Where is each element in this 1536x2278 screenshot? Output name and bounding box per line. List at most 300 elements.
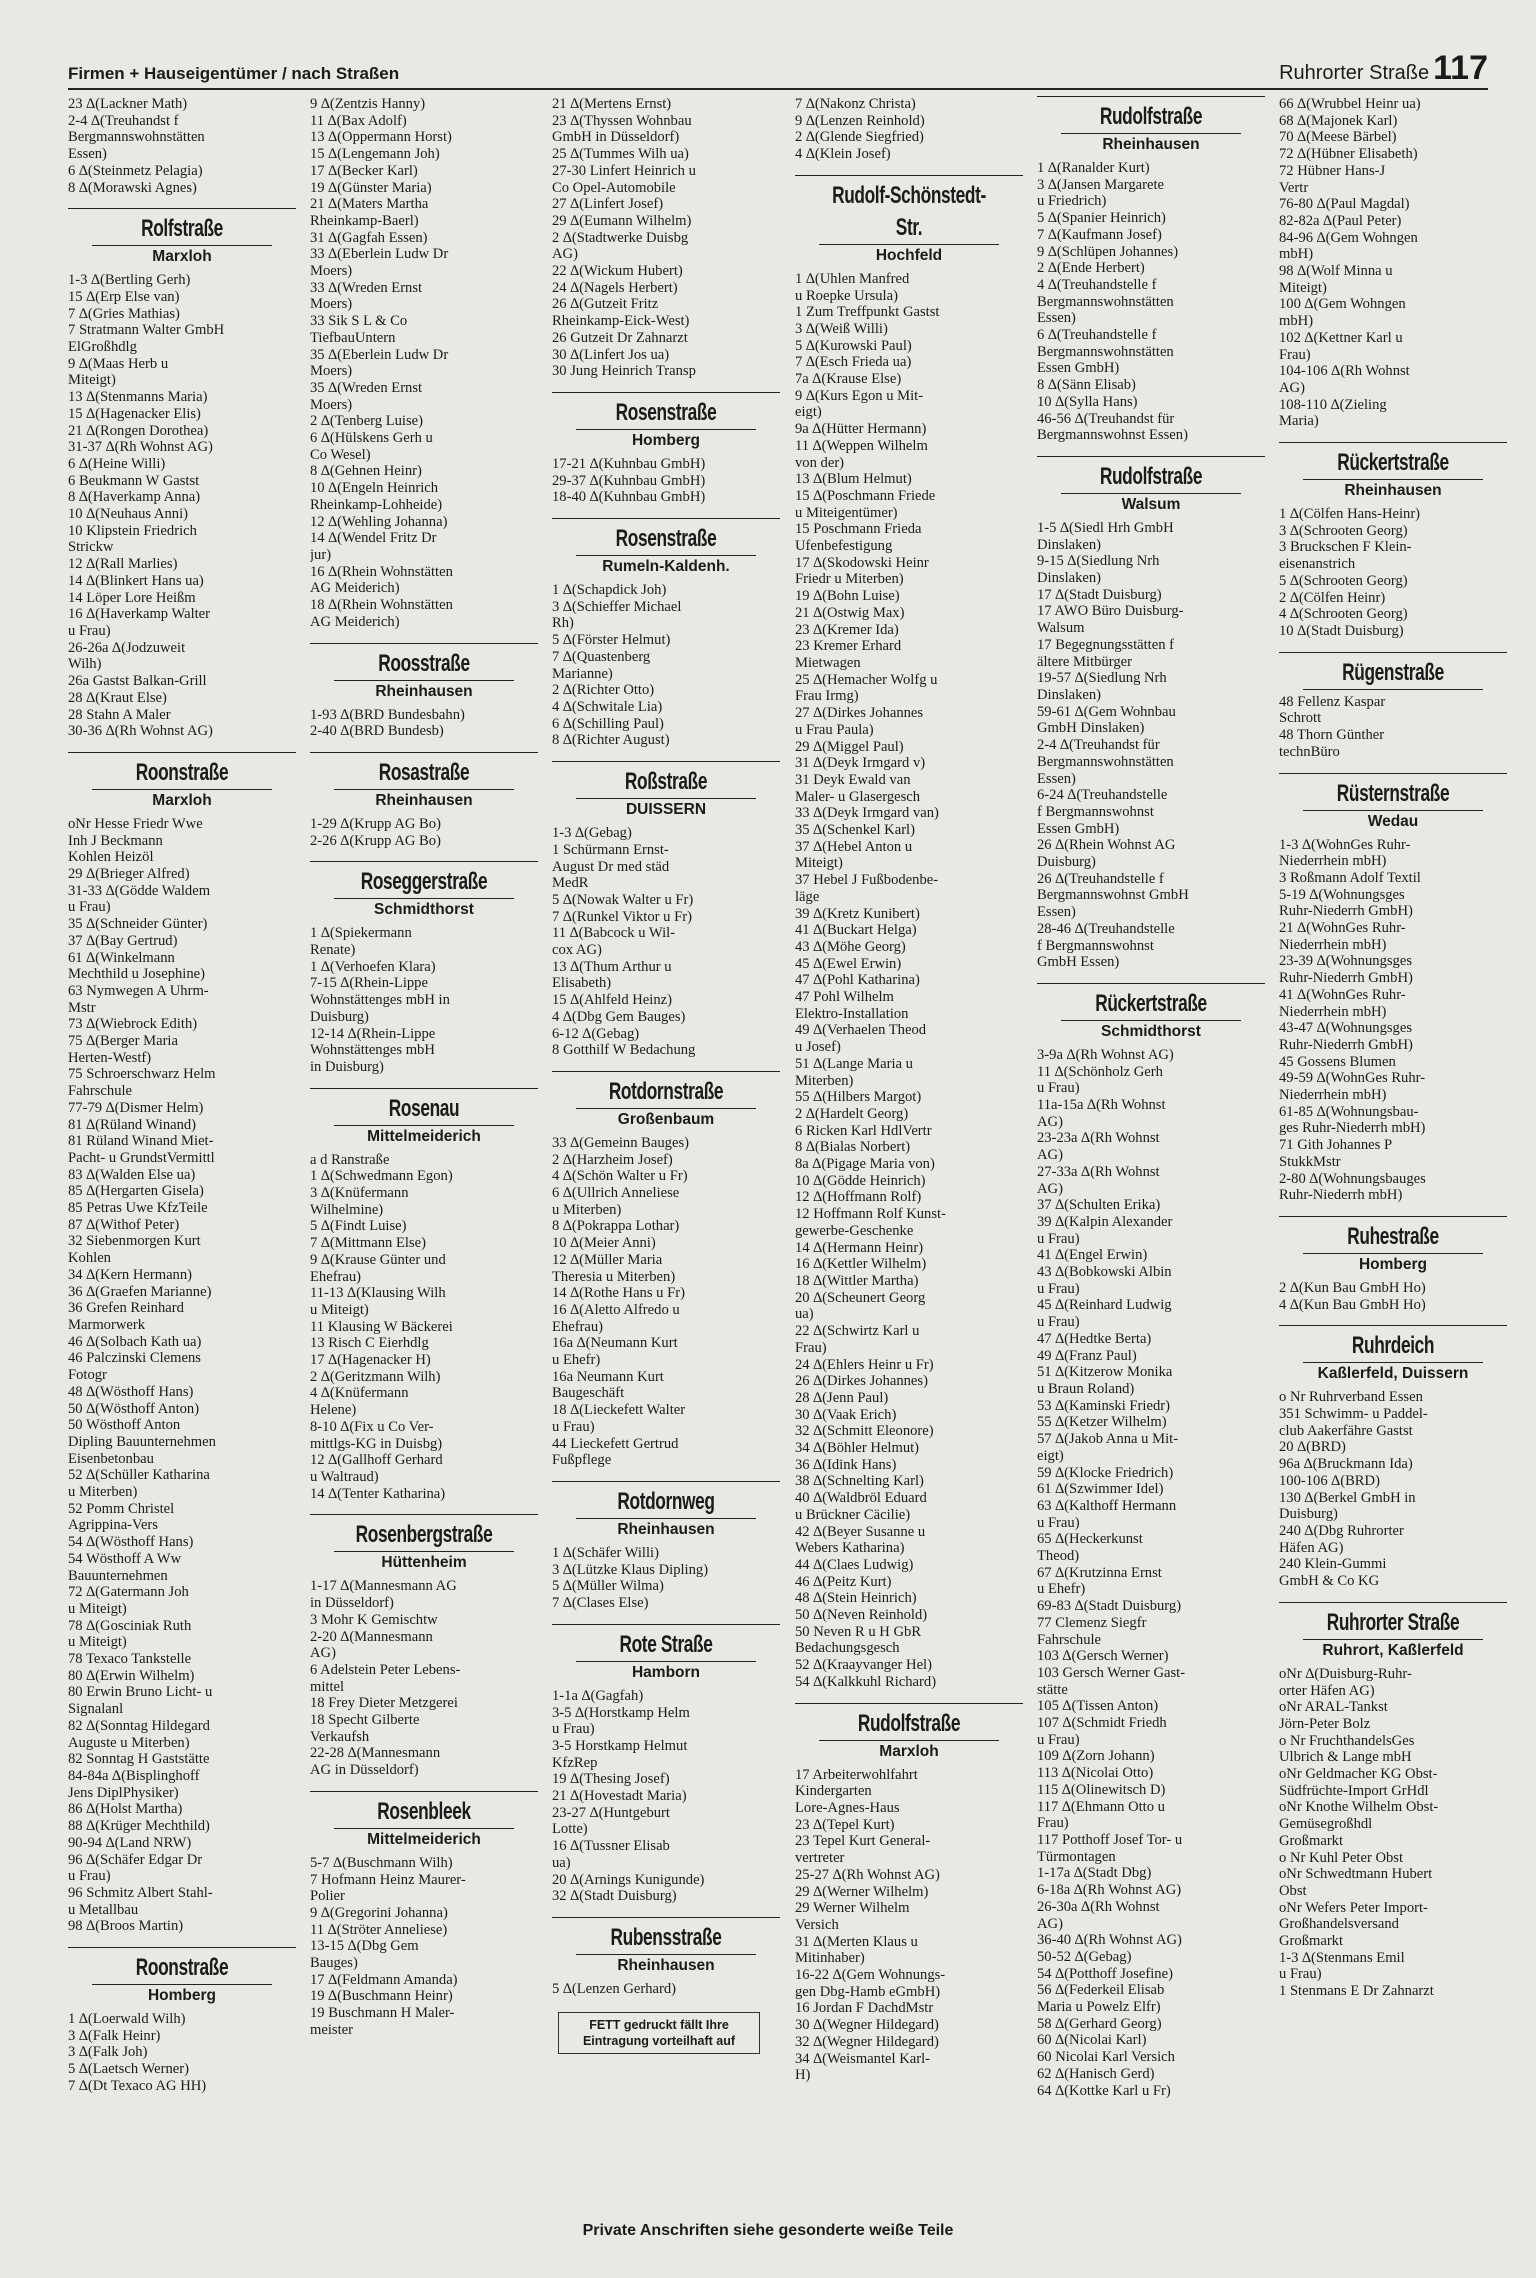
directory-entry: 48 Fellenz Kaspar xyxy=(1279,693,1386,710)
directory-entry: 26 ∆(Treuhandstelle f xyxy=(1037,870,1164,887)
directory-entry: 3 ∆(Falk Heinr) xyxy=(68,2027,161,2044)
directory-entry: 7 ∆(Esch Frieda ua) xyxy=(795,354,912,371)
directory-entry: 16 ∆(Rhein Wohnstätten xyxy=(310,563,453,580)
directory-entry: 36 Grefen Reinhard xyxy=(68,1300,184,1317)
directory-entry: 17 ∆(Skodowski Heinr xyxy=(795,554,929,571)
directory-entry: 1-3 ∆(Gebag) xyxy=(552,825,632,842)
directory-entry: 30-36 ∆(Rh Wohnst AG) xyxy=(68,723,213,740)
directory-entry: 30 ∆(Linfert Jos ua) xyxy=(552,346,670,363)
directory-entry: mbH) xyxy=(1279,246,1314,263)
directory-entry: 27-33a ∆(Rh Wohnst xyxy=(1037,1163,1160,1180)
directory-entry: 6 ∆(Treuhandstelle f xyxy=(1037,327,1157,344)
directory-entry: oNr ∆(Duisburg-Ruhr- xyxy=(1279,1665,1412,1682)
directory-entry: 98 ∆(Broos Martin) xyxy=(68,1918,184,1935)
directory-entry: 13 ∆(Blum Helmut) xyxy=(795,471,912,488)
district-name: Rumeln-Kaldenh. xyxy=(576,555,756,578)
directory-entry: 32 ∆(Schmitt Eleonore) xyxy=(795,1423,934,1440)
directory-entry: 351 Schwimm- u Paddel- xyxy=(1279,1406,1428,1423)
directory-entry: Großmarkt xyxy=(1279,1832,1344,1849)
directory-entry: Ufenbefestigung xyxy=(795,538,893,555)
directory-entry: 59-61 ∆(Gem Wohnbau xyxy=(1037,703,1176,720)
directory-entry: 82 Sonntag H Gaststätte xyxy=(68,1751,210,1768)
directory-entry: 26-26a ∆(Jodzuweit xyxy=(68,639,186,656)
directory-entry: Niederrhein mbH) xyxy=(1279,936,1387,953)
directory-entry: AG in Düsseldorf) xyxy=(310,1762,419,1779)
directory-entry: 48 ∆(Wösthoff Hans) xyxy=(68,1383,194,1400)
directory-entry: 5 ∆(Spanier Heinrich) xyxy=(1037,210,1166,227)
directory-entry: u Metallbau xyxy=(68,1901,139,1918)
page-header xyxy=(68,50,1488,90)
directory-entry: 15 ∆(Erp Else van) xyxy=(68,288,180,305)
directory-entry: u Ehefr) xyxy=(1037,1581,1086,1598)
directory-entry: 30 ∆(Wegner Hildegard) xyxy=(795,2017,939,2034)
street-section xyxy=(552,518,780,749)
district-name: DUISSERN xyxy=(576,798,756,821)
street-section xyxy=(795,96,1023,163)
directory-entry: Großmarkt xyxy=(1279,1933,1344,1950)
directory-entry: 48 ∆(Stein Heinrich) xyxy=(795,1590,917,1607)
directory-entry: Wohnstättenges mbH xyxy=(310,1042,435,1059)
directory-entry: Ehefrau) xyxy=(552,1318,604,1335)
directory-entry: 10 ∆(Engeln Heinrich xyxy=(310,480,439,497)
directory-entry: 10 ∆(Neuhaus Anni) xyxy=(68,506,188,523)
directory-entry: 63 Nymwegen A Uhrm- xyxy=(68,982,209,999)
street-section xyxy=(310,861,538,1075)
directory-entry: 98 ∆(Wolf Minna u xyxy=(1279,263,1393,280)
directory-entry: 85 ∆(Hergarten Gisela) xyxy=(68,1183,204,1200)
directory-entry: 30 Jung Heinrich Transp xyxy=(552,363,696,380)
directory-entry: 2-20 ∆(Mannesmann xyxy=(310,1628,433,1645)
district-name: Kaßlerfeld, Duissern xyxy=(1303,1362,1483,1385)
directory-entry: 16a Neumann Kurt xyxy=(552,1368,664,1385)
directory-entry: 15 ∆(Hagenacker Elis) xyxy=(68,405,201,422)
directory-entry: 52 ∆(Schüller Katharina xyxy=(68,1467,210,1484)
directory-entry: 17 ∆(Becker Karl) xyxy=(310,162,418,179)
directory-entry: 8a ∆(Pigage Maria von) xyxy=(795,1156,935,1173)
directory-entry: Friedr u Miterben) xyxy=(795,571,904,588)
page-number: 117 xyxy=(1433,49,1488,87)
directory-entry: 8 ∆(Haverkamp Anna) xyxy=(68,489,201,506)
directory-entry: 50 ∆(Neven Reinhold) xyxy=(795,1607,928,1624)
directory-entry: 48 Thorn Günther xyxy=(1279,727,1385,744)
directory-entry: Renate) xyxy=(310,942,356,959)
directory-entry: 21 ∆(Maters Martha xyxy=(310,196,429,213)
district-name: Wedau xyxy=(1303,810,1483,833)
street-name: Rote Straße xyxy=(619,1630,713,1658)
directory-entry: 26 Gutzeit Dr Zahnarzt xyxy=(552,329,688,346)
directory-entry: AG) xyxy=(552,246,578,263)
directory-entry: Lore-Agnes-Haus xyxy=(795,1799,900,1816)
directory-entry: 73 ∆(Wiebrock Edith) xyxy=(68,1016,198,1033)
directory-entry: 6 ∆(Schilling Paul) xyxy=(552,715,664,732)
directory-entry: 1 ∆(Schapdick Joh) xyxy=(552,582,667,599)
directory-entry: Ruhr-Niederrh GmbH) xyxy=(1279,970,1413,987)
directory-entry: 15 ∆(Ahlfeld Heinz) xyxy=(552,992,672,1009)
directory-entry: Mstr xyxy=(68,999,96,1016)
directory-entry: 9-15 ∆(Siedlung Nrh xyxy=(1037,553,1160,570)
street-name: Rosenbergstraße xyxy=(355,1521,493,1549)
directory-entry: 6 ∆(Heine Willi) xyxy=(68,455,166,472)
street-section xyxy=(1037,983,1265,2099)
directory-entry: Gemüsegroßhdl xyxy=(1279,1816,1373,1833)
directory-entry: 16 ∆(Kettler Wilhelm) xyxy=(795,1256,927,1273)
directory-entry: 49 ∆(Franz Paul) xyxy=(1037,1347,1137,1364)
directory-entry: GmbH in Düsseldorf) xyxy=(552,129,680,146)
directory-entry: Verkaufsh xyxy=(310,1728,370,1745)
directory-entry: 39 ∆(Kalpin Alexander xyxy=(1037,1213,1173,1230)
directory-entry: 45 ∆(Ewel Erwin) xyxy=(795,955,902,972)
directory-entry: orter Häfen AG) xyxy=(1279,1682,1375,1699)
directory-entry: o Nr FruchthandelsGes xyxy=(1279,1732,1415,1749)
directory-entry: 35 ∆(Wreden Ernst xyxy=(310,379,423,396)
directory-entry: 1 ∆(Verhoefen Klara) xyxy=(310,958,436,975)
directory-entry: Bergmannswohnst Essen) xyxy=(1037,427,1188,444)
directory-entry: 88 ∆(Krüger Mechthild) xyxy=(68,1818,210,1835)
street-section xyxy=(1279,442,1507,640)
directory-entry: 29 ∆(Eumann Wilhelm) xyxy=(552,212,692,229)
district-name: Rheinhausen xyxy=(334,680,514,703)
directory-entry: 3 Mohr K Gemischtw xyxy=(310,1611,438,1628)
directory-entry: Türmontagen xyxy=(1037,1848,1116,1865)
directory-entry: 59 ∆(Klocke Friedrich) xyxy=(1037,1464,1174,1481)
district-name: Mittelmeiderich xyxy=(334,1828,514,1851)
directory-entry: 46 ∆(Peitz Kurt) xyxy=(795,1573,892,1590)
directory-entry: 20 ∆(Arnings Kunigunde) xyxy=(552,1871,705,1888)
directory-entry: Südfrüchte-Import GrHdl xyxy=(1279,1782,1429,1799)
directory-entry: 37 ∆(Hebel Anton u xyxy=(795,838,913,855)
directory-entry: 8 Gotthilf W Bedachung xyxy=(552,1042,696,1059)
street-name: Rotdornweg xyxy=(617,1488,715,1515)
directory-entry: Marmorwerk xyxy=(68,1317,145,1333)
directory-entry: o Nr Kuhl Peter Obst xyxy=(1279,1849,1404,1866)
directory-entry: 7 ∆(Gries Mathias) xyxy=(68,305,180,322)
directory-entry: 23 ∆(Lackner Math) xyxy=(68,96,188,112)
directory-entry: 43 ∆(Möhe Georg) xyxy=(795,938,906,955)
directory-entry: 47 ∆(Hedtke Berta) xyxy=(1037,1330,1152,1347)
directory-entry: 80 ∆(Erwin Wilhelm) xyxy=(68,1667,195,1684)
directory-entry: 16-22 ∆(Gem Wohnungs- xyxy=(795,1967,946,1984)
directory-entry: 1 Zum Treffpunkt Gastst xyxy=(795,304,940,321)
directory-entry: Pacht- u GrundstVermittl xyxy=(68,1149,215,1166)
directory-entry: Moers) xyxy=(310,263,353,280)
directory-entry: 1 ∆(Cölfen Hans-Heinr) xyxy=(1279,506,1421,523)
directory-entry: H) xyxy=(795,2067,811,2084)
directory-entry: u Frau) xyxy=(68,899,111,916)
directory-entry: 12 ∆(Wehling Johanna) xyxy=(310,513,448,530)
directory-entry: StukkMstr xyxy=(1279,1153,1341,1170)
street-section xyxy=(68,96,296,196)
directory-entry: Webers Katharina) xyxy=(795,1540,905,1557)
directory-entry: 11 ∆(Weppen Wilhelm xyxy=(795,437,928,454)
directory-entry: 9 ∆(Zentzis Hanny) xyxy=(310,96,426,112)
directory-entry: 12-14 ∆(Rhein-Lippe xyxy=(310,1025,436,1042)
directory-entry: 14 Löper Lore Heißm xyxy=(68,589,196,606)
directory-entry: 77-79 ∆(Dismer Helm) xyxy=(68,1099,204,1116)
directory-entry: 4 ∆(Knüfermann xyxy=(310,1385,409,1402)
directory-entry: 41 ∆(Engel Erwin) xyxy=(1037,1247,1148,1264)
directory-entry: 36-40 ∆(Rh Wohnst AG) xyxy=(1037,1932,1182,1949)
directory-entry: 7 ∆(Runkel Viktor u Fr) xyxy=(552,908,692,925)
directory-entry: mittel xyxy=(310,1678,345,1695)
directory-entry: 17-21 ∆(Kuhnbau GmbH) xyxy=(552,455,706,472)
directory-entry: u Miteigt) xyxy=(310,1301,369,1318)
directory-entry: 83 ∆(Walden Else ua) xyxy=(68,1166,196,1183)
directory-entry: 2 ∆(Tenberg Luise) xyxy=(310,413,424,430)
directory-entry: 1 ∆(Ranalder Kurt) xyxy=(1037,160,1150,176)
directory-entry: 43 ∆(Bobkowski Albin xyxy=(1037,1264,1172,1281)
directory-entry: Dinslaken) xyxy=(1037,686,1102,703)
directory-entry: Frau Irmg) xyxy=(795,688,859,705)
directory-entry: 84-84a ∆(Bisplinghoff xyxy=(68,1767,200,1784)
directory-entry: Wilhelmine) xyxy=(310,1201,384,1218)
directory-entry: 12 ∆(Rall Marlies) xyxy=(68,556,178,573)
directory-entry: KfzRep xyxy=(552,1754,598,1771)
directory-entry: u Frau Paula) xyxy=(795,721,874,738)
directory-entry: GmbH Dinslaken) xyxy=(1037,720,1145,737)
directory-entry: AG) xyxy=(1037,1180,1063,1197)
district-name: Homberg xyxy=(92,1984,272,2007)
directory-entry: club Aakerfähre Gastst xyxy=(1279,1422,1413,1439)
directory-entry: 6 ∆(Hülskens Gerh u xyxy=(310,430,433,447)
directory-entry: 49 ∆(Verhaelen Theod xyxy=(795,1022,927,1039)
directory-entry: u Frau) xyxy=(1279,1966,1322,1983)
street-name: Rückertstraße xyxy=(1337,449,1449,477)
directory-entry: 46 Palczinski Clemens xyxy=(68,1350,201,1367)
directory-entry: 28 ∆(Kraut Else) xyxy=(68,689,167,706)
district-name: Hüttenheim xyxy=(334,1551,514,1574)
column-3 xyxy=(552,96,780,2176)
directory-entry: 103 Gersch Werner Gast- xyxy=(1037,1664,1186,1681)
directory-entry: mittlgs-KG in Duisbg) xyxy=(310,1435,443,1452)
directory-entry: Obst xyxy=(1279,1882,1307,1899)
directory-entry: 1-29 ∆(Krupp AG Bo) xyxy=(310,815,441,832)
directory-entry: 60 Nicolai Karl Versich xyxy=(1037,2049,1175,2066)
directory-entry: 2 ∆(Cölfen Heinr) xyxy=(1279,589,1386,606)
district-name: Mittelmeiderich xyxy=(334,1125,514,1148)
directory-entry: 80 Erwin Bruno Licht- u xyxy=(68,1684,213,1701)
directory-entry: Agrippina-Vers xyxy=(68,1517,158,1534)
directory-entry: 240 ∆(Dbg Ruhrorter xyxy=(1279,1523,1404,1539)
directory-entry: 76-80 ∆(Paul Magdal) xyxy=(1279,196,1410,213)
directory-entry: 39 ∆(Kretz Kunibert) xyxy=(795,905,920,922)
directory-entry: 15 Poschmann Frieda xyxy=(795,521,922,538)
directory-entry: 9 ∆(Kurs Egon u Mit- xyxy=(795,387,924,404)
directory-entry: 2-4 ∆(Treuhandst für xyxy=(1037,737,1160,754)
directory-entry: Duisburg) xyxy=(1279,1506,1338,1523)
directory-entry: 16 Jordan F DachdMstr xyxy=(795,2000,934,2017)
directory-entry: 37 ∆(Schulten Erika) xyxy=(1037,1197,1161,1214)
district-name: Rheinhausen xyxy=(1303,479,1483,502)
directory-entry: Kindergarten xyxy=(795,1783,872,1800)
column-6 xyxy=(1279,96,1507,2176)
directory-entry: o Nr Ruhrverband Essen xyxy=(1279,1389,1423,1406)
directory-entry: u Frau) xyxy=(552,1418,595,1435)
directory-entry: Marianne) xyxy=(552,665,613,682)
directory-entry: 29 ∆(Brieger Alfred) xyxy=(68,866,190,883)
directory-entry: oNr ARAL-Tankst xyxy=(1279,1699,1388,1716)
directory-entry: 21 ∆(Rongen Dorothea) xyxy=(68,422,209,439)
street-name: Roonstraße xyxy=(135,758,229,786)
directory-entry: Elisabeth) xyxy=(552,975,612,992)
directory-entry: 8 ∆(Morawski Agnes) xyxy=(68,179,197,196)
street-name: Rüsternstraße xyxy=(1336,779,1450,807)
directory-entry: Jörn-Peter Bolz xyxy=(1279,1715,1371,1732)
directory-entry: 18 Specht Gilberte xyxy=(310,1712,420,1729)
directory-entry: 36 ∆(Graefen Marianne) xyxy=(68,1283,212,1300)
directory-entry: Essen) xyxy=(1037,904,1076,921)
column-5 xyxy=(1037,96,1265,2176)
directory-entry: Bergmannswohnst GmbH xyxy=(1037,887,1189,904)
street-section xyxy=(795,1703,1023,2084)
directory-entry: gen Dbg-Hamb eGmbH) xyxy=(795,1983,941,2000)
street-section xyxy=(552,1071,780,1469)
directory-entry: 67 ∆(Krutzinna Ernst xyxy=(1037,1564,1162,1581)
directory-entry: 17 ∆(Hagenacker H) xyxy=(310,1352,431,1369)
directory-entry: August Dr med städ xyxy=(552,858,670,875)
directory-entry: 6-12 ∆(Gebag) xyxy=(552,1025,640,1042)
directory-entry: 49-59 ∆(WohnGes Ruhr- xyxy=(1279,1070,1426,1087)
directory-entry: Elektro-Installation xyxy=(795,1005,909,1022)
directory-entry: 1 ∆(Spiekermann xyxy=(310,925,412,942)
directory-entry: 17 Begegnungsstätten f xyxy=(1037,636,1174,653)
directory-entry: 1 Stenmans E Dr Zahnarzt xyxy=(1279,1983,1434,2000)
street-section xyxy=(1279,652,1507,761)
directory-entry: 90-94 ∆(Land NRW) xyxy=(68,1834,192,1851)
directory-entry: 31-37 ∆(Rh Wohnst AG) xyxy=(68,439,213,456)
directory-entry: Bergmannswohnstätten xyxy=(1037,293,1174,310)
directory-entry: 17 AWO Büro Duisburg- xyxy=(1037,603,1184,620)
directory-entry: 19-57 ∆(Siedlung Nrh xyxy=(1037,670,1167,687)
directory-entry: 9a ∆(Hütter Hermann) xyxy=(795,421,927,438)
directory-entry: Essen) xyxy=(68,146,107,163)
directory-entry: 4 ∆(Dbg Gem Bauges) xyxy=(552,1008,686,1025)
district-name: Hamborn xyxy=(576,1661,756,1684)
directory-entry: 2-80 ∆(Wohnungsbauges xyxy=(1279,1170,1426,1187)
directory-entry: 2-26 ∆(Krupp AG Bo) xyxy=(310,832,441,849)
directory-entry: 85 Petras Uwe KfzTeile xyxy=(68,1200,208,1217)
directory-entry: 12 Hoffmann Rolf Kunst- xyxy=(795,1206,946,1223)
directory-entry: 11a-15a ∆(Rh Wohnst xyxy=(1037,1097,1166,1114)
directory-entry: stätte xyxy=(1037,1681,1068,1698)
directory-entry: 5 ∆(Laetsch Werner) xyxy=(68,2061,189,2078)
street-name: Rosastraße xyxy=(378,758,470,786)
directory-entry: 13-15 ∆(Dbg Gem xyxy=(310,1938,419,1955)
directory-entry: Miteigt) xyxy=(795,855,843,872)
directory-entry: u Roepke Ursula) xyxy=(795,287,898,304)
street-name: Roseggerstraße xyxy=(360,868,488,896)
directory-entry: 50 Wösthoff Anton xyxy=(68,1417,181,1434)
directory-entry: 4 ∆(Kun Bau GmbH Ho) xyxy=(1279,1296,1426,1313)
directory-entry: 26 ∆(Rhein Wohnst AG xyxy=(1037,837,1176,854)
directory-entry: Großhandelsversand xyxy=(1279,1916,1399,1933)
directory-entry: 1 ∆(Schäfer Willi) xyxy=(552,1545,659,1561)
directory-entry: 13 ∆(Stenmanns Maria) xyxy=(68,389,208,406)
directory-entry: 22 ∆(Schwirtz Karl u xyxy=(795,1323,920,1340)
directory-entry: 102 ∆(Kettner Karl u xyxy=(1279,329,1403,346)
directory-entry: 57 ∆(Jakob Anna u Mit- xyxy=(1037,1431,1179,1448)
directory-entry: 63 ∆(Kalthoff Hermann xyxy=(1037,1497,1177,1514)
district-name: Rheinhausen xyxy=(576,1518,756,1541)
directory-entry: 3 ∆(Knüfermann xyxy=(310,1185,409,1202)
directory-entry: Ruhr-Niederrh mbH) xyxy=(1279,1187,1403,1204)
directory-entry: 19 ∆(Günster Maria) xyxy=(310,179,432,196)
directory-entry: 18 ∆(Wittler Martha) xyxy=(795,1273,919,1289)
street-section xyxy=(1279,773,1507,1204)
street-section xyxy=(68,208,296,740)
directory-entry: 11 Klausing W Bäckerei xyxy=(310,1318,453,1335)
directory-entry: 69-83 ∆(Stadt Duisburg) xyxy=(1037,1598,1182,1615)
directory-entry: 6 Beukmann W Gastst xyxy=(68,472,200,489)
directory-entry: 6-24 ∆(Treuhandstelle xyxy=(1037,787,1168,804)
directory-entry: 58 ∆(Gerhard Georg) xyxy=(1037,2015,1162,2032)
directory-columns xyxy=(68,96,1498,2176)
directory-entry: 3 ∆(Weiß Willi) xyxy=(795,320,888,337)
directory-entry: 10 Klipstein Friedrich xyxy=(68,522,197,539)
district-name: Homberg xyxy=(576,429,756,452)
directory-entry: AG) xyxy=(1037,1915,1063,1932)
directory-entry: 37 Hebel J Fußbodenbe- xyxy=(795,872,939,889)
directory-entry: 35 ∆(Schneider Günter) xyxy=(68,916,208,933)
directory-entry: 25 ∆(Tummes Wilh ua) xyxy=(552,146,689,163)
street-section xyxy=(1279,1325,1507,1589)
directory-entry: 7 Hofmann Heinz Maurer- xyxy=(310,1871,466,1888)
directory-entry: 26 ∆(Dirkes Johannes) xyxy=(795,1373,928,1390)
directory-entry: AG Meiderich) xyxy=(310,613,400,630)
directory-entry: 23-23a ∆(Rh Wohnst xyxy=(1037,1130,1160,1147)
directory-entry: Essen) xyxy=(1037,770,1076,787)
street-name: Rolfstraße xyxy=(141,215,223,243)
directory-entry: 55 ∆(Ketzer Wilhelm) xyxy=(1037,1414,1167,1431)
directory-entry: 72 Hübner Hans-J xyxy=(1279,162,1386,179)
street-section xyxy=(1279,1602,1507,2000)
street-section xyxy=(68,752,296,1935)
directory-entry: 9 ∆(Schlüpen Johannes) xyxy=(1037,243,1179,260)
directory-entry: Fotogr xyxy=(68,1367,107,1384)
directory-entry: 64 ∆(Kottke Karl u Fr) xyxy=(1037,2082,1171,2099)
directory-entry: 82 ∆(Sonntag Hildegard xyxy=(68,1717,210,1734)
directory-entry: 5 ∆(Schrooten Georg) xyxy=(1279,572,1408,589)
directory-entry: Fahrschule xyxy=(68,1083,133,1100)
directory-entry: 78 ∆(Gosciniak Ruth xyxy=(68,1617,192,1634)
district-name: Rheinhausen xyxy=(1061,133,1241,156)
directory-entry: 13 Risch C Eierhdlg xyxy=(310,1335,429,1352)
directory-entry: 52 ∆(Kraayvanger Hel) xyxy=(795,1657,932,1674)
directory-entry: ua) xyxy=(552,1854,571,1871)
directory-entry: 81 Rüland Winand Miet- xyxy=(68,1133,214,1150)
directory-entry: 44 Lieckefett Gertrud xyxy=(552,1435,679,1452)
street-section xyxy=(310,1088,538,1503)
directory-entry: Auguste u Miterben) xyxy=(68,1734,190,1751)
directory-entry: 3-5 Horstkamp Helmut xyxy=(552,1737,688,1754)
directory-entry: GmbH Essen) xyxy=(1037,954,1120,971)
directory-entry: 5 ∆(Findt Luise) xyxy=(310,1218,407,1235)
directory-entry: 105 ∆(Tissen Anton) xyxy=(1037,1698,1159,1715)
directory-entry: in Duisburg) xyxy=(310,1058,384,1075)
directory-entry: 24 ∆(Nagels Herbert) xyxy=(552,279,678,296)
directory-entry: 5-19 ∆(Wohnungsges xyxy=(1279,886,1405,903)
directory-entry: u Frau) xyxy=(1037,1731,1080,1748)
directory-entry: Inh J Beckmann xyxy=(68,832,163,849)
directory-entry: u Frau) xyxy=(68,622,111,639)
directory-entry: 35 ∆(Schenkel Karl) xyxy=(795,822,915,839)
directory-entry: 96 ∆(Schäfer Edgar Dr xyxy=(68,1851,203,1868)
directory-entry: 6 Adelstein Peter Lebens- xyxy=(310,1661,461,1678)
directory-entry: u Frau) xyxy=(552,1721,595,1738)
street-section xyxy=(68,1947,296,2095)
directory-entry: u Waltraud) xyxy=(310,1469,379,1485)
directory-entry: 46-56 ∆(Treuhandst für xyxy=(1037,410,1175,427)
directory-entry: 87 ∆(Withof Peter) xyxy=(68,1216,180,1233)
